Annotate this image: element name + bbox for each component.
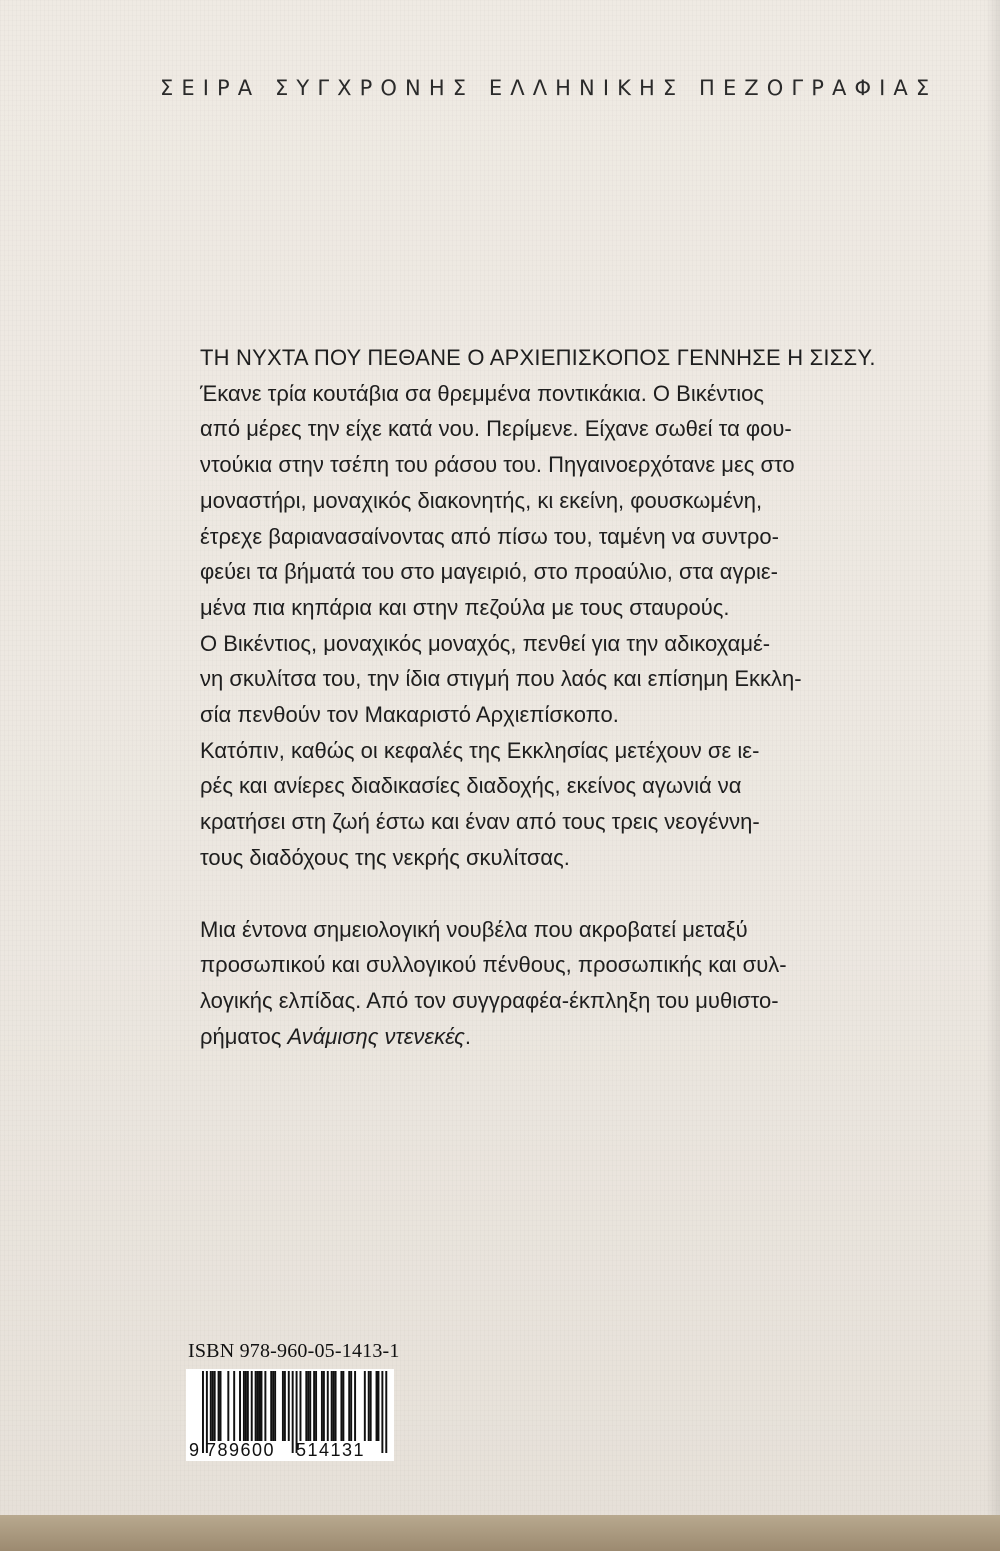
barcode-bar [305,1371,307,1441]
summary-line-last [200,1019,840,1055]
barcode-bar [335,1371,337,1441]
barcode-bar [251,1371,253,1441]
page-edge-shadow [986,0,1000,1551]
barcode-bar [327,1371,329,1441]
barcode-bar [255,1371,257,1441]
barcode-bar [210,1371,212,1441]
barcode-bar [264,1371,266,1441]
blurb-line: έτρεχε βαριανασαίνοντας από πίσω του, ταμένη να συντρο- [200,523,779,549]
barcode-bar [321,1371,323,1441]
barcode-bar [245,1371,247,1441]
summary-line: προσωπικού και συλλογικού πένθους, προσωπικής και συλ- [200,952,787,978]
barcode-bar [218,1371,220,1441]
barcode-bar [292,1371,294,1453]
barcode-bar [214,1371,216,1441]
barcode-bar [261,1371,263,1441]
blurb-line: Κατόπιν, καθώς οι κεφαλές της Εκκλησίας μετέχουν σε ιε- [200,737,760,763]
blurb-line: ΤΗ ΝΥΧΤΑ ΠΟΥ ΠΕΘΑΝΕ Ο ΑΡΧΙΕΠΙΣΚΟΠΟΣ ΓΕΝΝΗΣΕ Η ΣΙΣΣΥ. [200,345,876,370]
summary-last-prefix: ρήματος [200,1023,288,1049]
barcode-bar [220,1371,222,1441]
barcode-first-digit: 9 [189,1440,200,1460]
barcode-bar [300,1371,302,1441]
barcode-bar [378,1371,380,1441]
blurb-line: νη σκυλίτσα του, την ίδια στιγμή που λαός και επίσημη Εκκλη- [200,666,802,692]
barcode [186,1369,394,1461]
barcode-left-digits: 789600 [206,1440,276,1460]
barcode-bar [243,1371,245,1441]
barcode-bar [313,1371,315,1441]
barcode-bar [227,1371,229,1441]
blurb-line: τους διαδόχους της νεκρής σκυλίτσας. [200,844,570,870]
blurb-line: από μέρες την είχε κατά νου. Περίμενε. Είχανε σωθεί τα φου- [200,416,792,442]
series-title: ΣΕΙΡΑ ΣΥΓΧΡΟΝΗΣ ΕΛΛΗΝΙΚΗΣ ΠΕΖΟΓΡΑΦΙΑΣ [160,76,938,100]
barcode-bar [309,1371,311,1441]
summary-line: λογικής ελπίδας. Από τον συγγραφέα-έκπληξη του μυθιστο- [200,987,779,1013]
barcode-bar [333,1371,335,1441]
barcode-bar [272,1371,274,1441]
barcode-bar [364,1371,366,1441]
table-surface [0,1515,1000,1551]
summary-last-suffix: . [464,1023,472,1049]
barcode-bar [368,1371,370,1441]
barcode-bar [331,1371,333,1441]
barcode-bar [385,1371,387,1453]
barcode-bar [257,1371,259,1441]
barcode-bar [288,1371,290,1441]
blurb-line: ντούκια στην τσέπη του ράσου του. Πηγαινοερχότανε μες στο [200,452,795,478]
blurb-line: ρές και ανίερες διαδικασίες διαδοχής, εκείνος αγωνιά να [200,773,742,799]
summary-line: Μια έντονα σημειολογική νουβέλα που ακροβατεί μεταξύ [200,916,748,942]
barcode-bar [381,1371,383,1453]
blurb-text [200,340,876,1054]
barcode-bar [202,1371,204,1453]
barcode-bar [354,1371,356,1441]
barcode-bar [282,1371,284,1441]
blurb-line: μοναστήρι, μοναχικός διακονητής, κι εκείνη, φουσκωμένη, [200,487,763,513]
isbn-label: ISBN 978-960-05-1413-1 [188,1340,400,1362]
barcode-bar [284,1371,286,1441]
barcode-bar [274,1371,276,1441]
barcode-bar [348,1371,350,1441]
barcode-bar [239,1371,241,1441]
barcode-right-digits: 514131 [296,1440,366,1460]
blurb-line: κρατήσει στη ζωή έστω και έναν από τους τρεις νεογέννη- [200,809,760,835]
novel-title: Ανάμισης ντενεκές [287,1023,465,1049]
barcode-bar [376,1371,378,1441]
barcode-bar [212,1371,214,1441]
barcode-bar [259,1371,261,1441]
barcode-bar [323,1371,325,1441]
barcode-bar [315,1371,317,1441]
isbn-block [186,1340,400,1461]
blurb-line: φεύει τα βήματά του στο μαγειριό, στο προαύλιο, στα αγριε- [200,559,779,585]
barcode-bar [342,1371,344,1441]
barcode-bar [233,1371,235,1441]
barcode-bar [270,1371,272,1441]
barcode-bar [350,1371,352,1441]
barcode-bar [370,1371,372,1441]
barcode-bar [307,1371,309,1441]
blurb-line: Έκανε τρία κουτάβια σα θρεμμένα ποντικάκια. Ο Βικέντιος [200,380,764,406]
barcode-bar [340,1371,342,1441]
barcode-bar [247,1371,249,1441]
blurb-line: Ο Βικέντιος, μοναχικός μοναχός, πενθεί για την αδικοχαμέ- [200,630,771,656]
blurb-line: μένα πια κηπάρια και στην πεζούλα με τους σταυρούς. [200,594,730,620]
blurb-line: σία πενθούν τον Μακαριστό Αρχιεπίσκοπο. [200,702,619,728]
